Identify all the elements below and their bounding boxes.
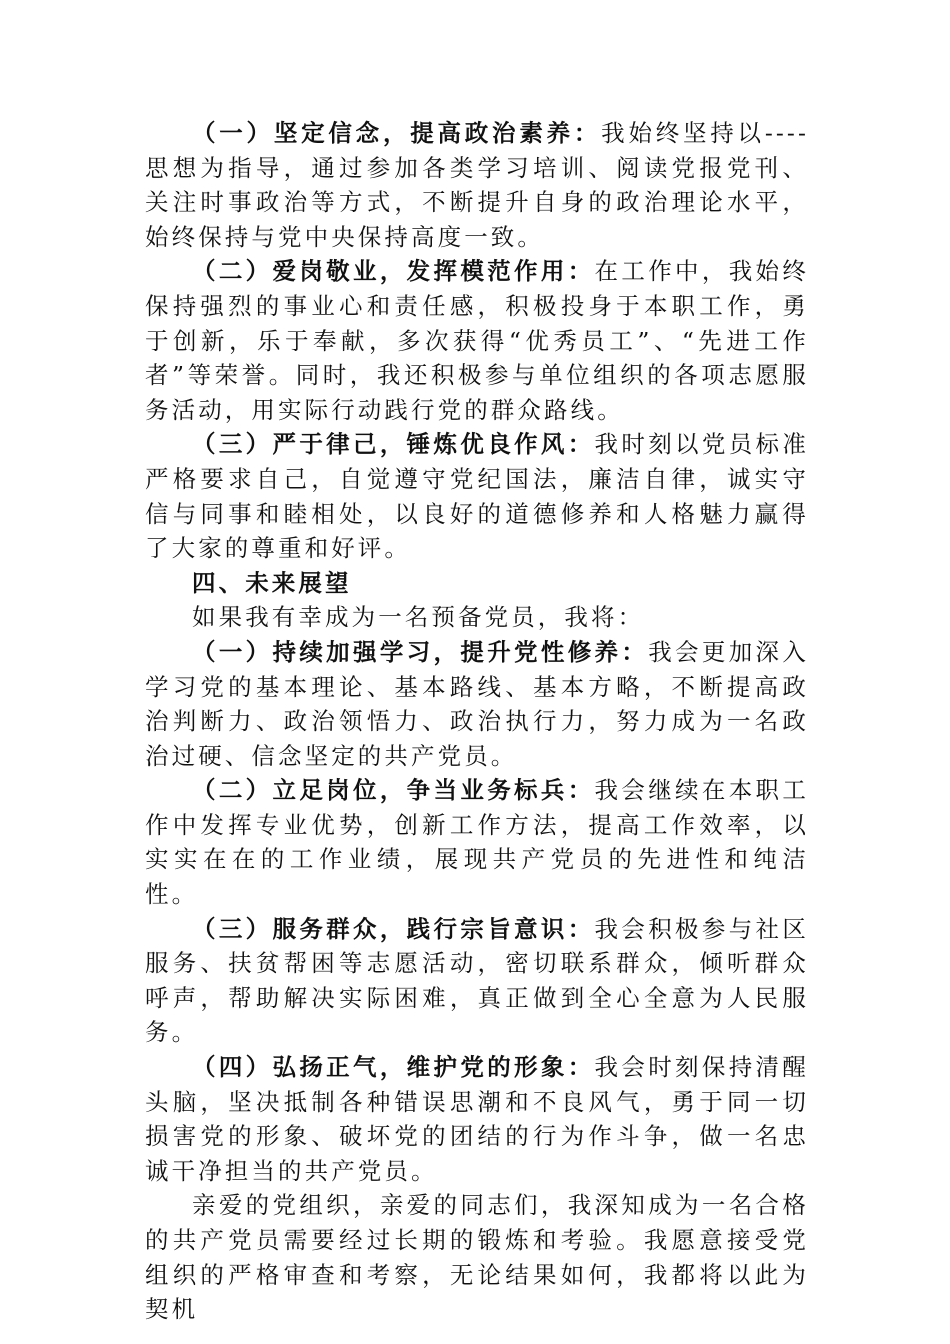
future-paragraph-2-lead: （二）立足岗位，争当业务标兵： [192,776,595,805]
future-paragraph-3-lead: （三）服务群众，践行宗旨意识： [192,914,595,943]
future-paragraph-3-text: 我会积极参与社区服务、扶贫帮困等志愿活动，密切联系群众，倾听群众呼声，帮助解决实际困难，真正做到全心全意为人民服务。 [145,914,809,1047]
paragraph-1 [145,116,809,254]
future-paragraph-4-text: 我会时刻保持清醒头脑，坚决抵制各种错误思潮和不良风气，勇于同一切损害党的形象、破坏党的团结的行为作斗争，做一名忠诚干净担当的共产党员。 [145,1053,809,1185]
paragraph-3-text: 我时刻以党员标准严格要求自己，自觉遵守党纪国法，廉洁自律，诚实守信与同事和睦相处，以良好的道德修养和人格魅力赢得了大家的尊重和好评。 [145,430,809,563]
future-paragraph-2-text: 我会继续在本职工作中发挥专业优势，创新工作方法，提高工作效率，以实实在在的工作业绩，展现共产党员的先进性和纯洁性。 [145,776,809,909]
future-paragraph-1-text: 我会更加深入学习党的基本理论、基本路线、基本方略，不断提高政治判断力、政治领悟力、政治执行力，努力成为一名政治过硬、信念坚定的共产党员。 [145,637,809,770]
future-paragraph-4-lead: （四）弘扬正气，维护党的形象： [192,1053,595,1082]
document-body [145,116,809,1327]
paragraph-1-text: 我始终坚持以----思想为指导，通过参加各类学习培训、阅读党报党刊、关注时事政治等方式，不断提升自身的政治理论水平，始终保持与党中央保持高度一致。 [145,119,810,251]
future-paragraph-1-lead: （一）持续加强学习，提升党性修养： [192,637,649,666]
section-heading: 四、未来展望 [192,568,352,597]
paragraph-2-text: 在工作中，我始终保持强烈的事业心和责任感，积极投身于本职工作，勇于创新，乐于奉献，多次获得“优秀员工”、“先进工作者”等荣誉。同时，我还积极参与单位组织的各项志愿服务活动，用实际行动践行党的群众路线。 [145,257,809,424]
future-paragraph-4 [145,1050,809,1188]
closing-paragraph: 亲爱的党组织，亲爱的同志们，我深知成为一名合格的共产党员需要经过长期的锻炼和考验。我愿意接受党组织的严格审查和考察，无论结果如何，我都将以此为契机 [145,1191,809,1324]
paragraph-2 [145,254,809,427]
future-paragraph-1 [145,635,809,773]
paragraph-2-lead: （二）爱岗敬业，发挥模范作用： [192,257,595,286]
paragraph-3 [145,427,809,565]
intro-paragraph: 如果我有幸成为一名预备党员，我将： [192,603,645,632]
future-paragraph-2 [145,773,809,911]
paragraph-1-lead: （一）坚定信念，提高政治素养： [192,119,602,147]
paragraph-3-lead: （三）严于律己，锤炼优良作风： [192,430,595,459]
future-paragraph-3 [145,912,809,1050]
